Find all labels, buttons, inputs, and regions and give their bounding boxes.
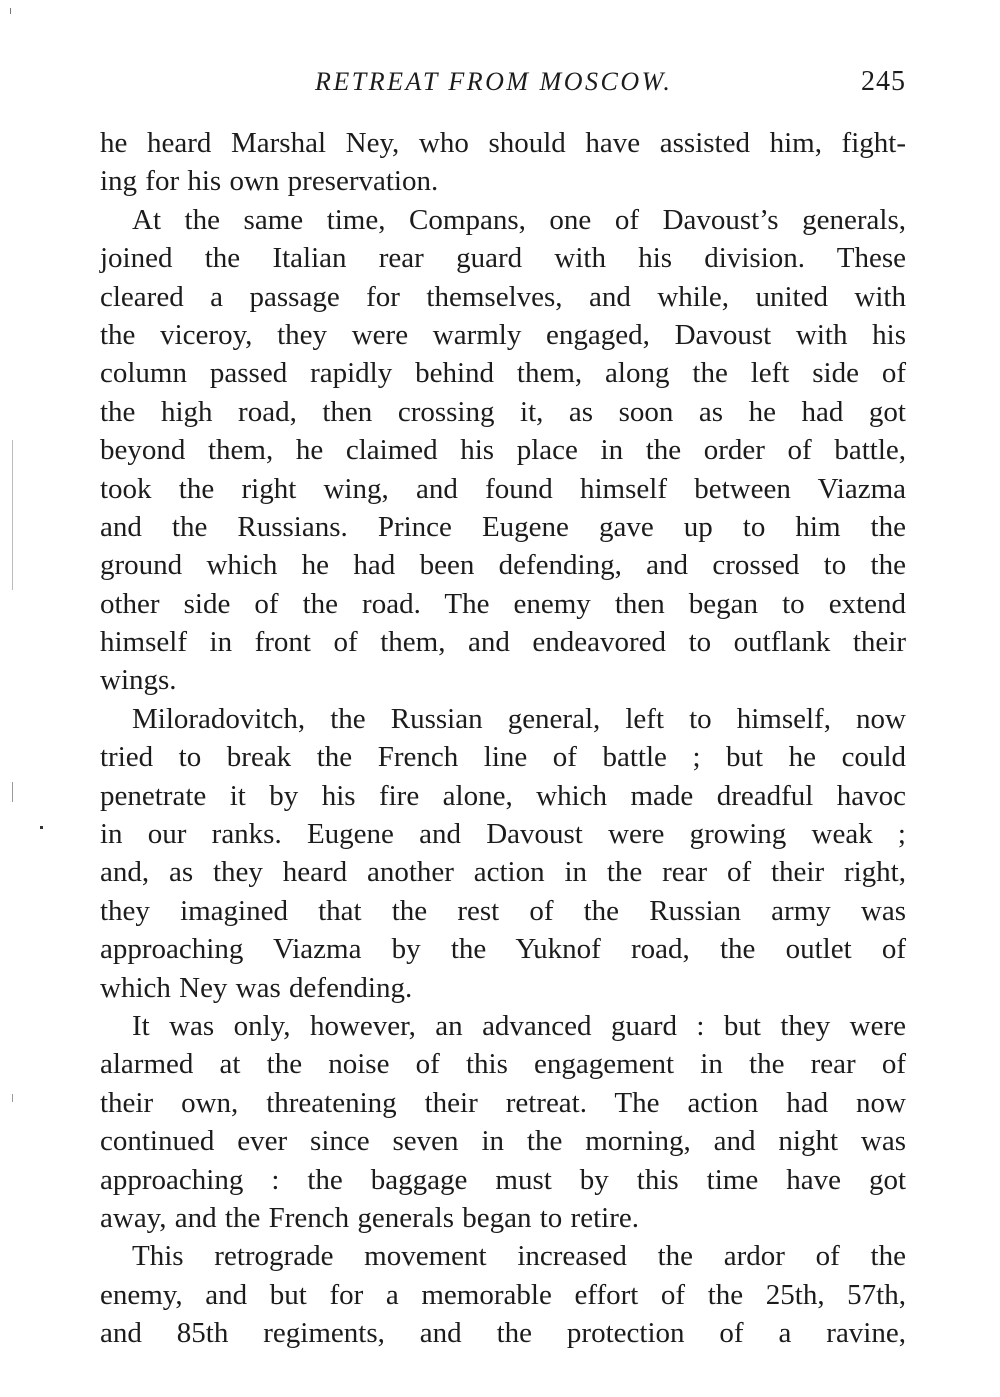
running-head xyxy=(100,62,906,102)
text-line: he heard Marshal Ney, who should have assisted him, fight- xyxy=(100,127,906,159)
text-line: Miloradovitch, the Russian general, left to himself, now xyxy=(132,702,906,735)
running-title: RETREAT FROM MOSCOW. xyxy=(315,67,673,96)
text-line: penetrate it by his fire alone, which made dreadful havoc xyxy=(100,779,906,812)
text-line: and, as they heard another action in the rear of their right, xyxy=(100,856,906,889)
text-line: and the Russians. Prince Eugene gave up to him the xyxy=(100,510,906,543)
text-line: wings. xyxy=(100,664,177,697)
text-line: This retrograde movement increased the ardor of the xyxy=(132,1240,906,1273)
text-line: cleared a passage for themselves, and while, united with xyxy=(100,280,906,313)
text-line: ground which he had been defending, and crossed to the xyxy=(100,549,906,582)
text-line: and 85th regiments, and the protection of a ravine, xyxy=(100,1317,906,1350)
margin-speck xyxy=(10,8,11,14)
text-line: in our ranks. Eugene and Davoust were growing weak ; xyxy=(100,818,906,851)
text-line: ing for his own preservation. xyxy=(100,165,439,198)
text-line: they imagined that the rest of the Russian army was xyxy=(100,894,906,927)
text-line: joined the Italian rear guard with his division. These xyxy=(100,242,906,275)
text-line: column passed rapidly behind them, along the left side of xyxy=(100,357,906,390)
text-line: the high road, then crossing it, as soon as he had got xyxy=(100,395,906,428)
page-number: 245 xyxy=(861,66,906,97)
text-line: away, and the French generals began to retire. xyxy=(100,1201,639,1234)
margin-speck xyxy=(12,1094,13,1102)
text-line: At the same time, Compans, one of Davoust’s generals, xyxy=(132,203,906,236)
margin-speck xyxy=(12,782,13,802)
text-line: the viceroy, they were warmly engaged, Davoust with his xyxy=(100,318,906,351)
text-line: continued ever since seven in the morning, and night was xyxy=(100,1125,906,1158)
text-line: approaching : the baggage must by this time have got xyxy=(100,1163,906,1196)
text-line: himself in front of them, and endeavored to outflank their xyxy=(100,626,906,659)
text-line: alarmed at the noise of this engagement in the rear of xyxy=(100,1048,906,1081)
text-line: their own, threatening their retreat. The action had now xyxy=(100,1086,906,1119)
text-line: which Ney was defending. xyxy=(100,971,413,1004)
text-line: other side of the road. The enemy then began to extend xyxy=(100,587,906,620)
text-line: approaching Viazma by the Yuknof road, the outlet of xyxy=(100,933,906,966)
text-line: tried to break the French line of battle ; but he could xyxy=(100,741,906,774)
text-line: beyond them, he claimed his place in the order of battle, xyxy=(100,434,906,467)
text-line: It was only, however, an advanced guard : but they were xyxy=(132,1009,906,1042)
text-line: took the right wing, and found himself between Viazma xyxy=(100,472,906,505)
body-text xyxy=(100,124,906,1353)
margin-speck xyxy=(40,826,43,829)
margin-speck xyxy=(12,440,13,590)
text-line: enemy, and but for a memorable effort of the 25th, 57th, xyxy=(100,1278,906,1311)
